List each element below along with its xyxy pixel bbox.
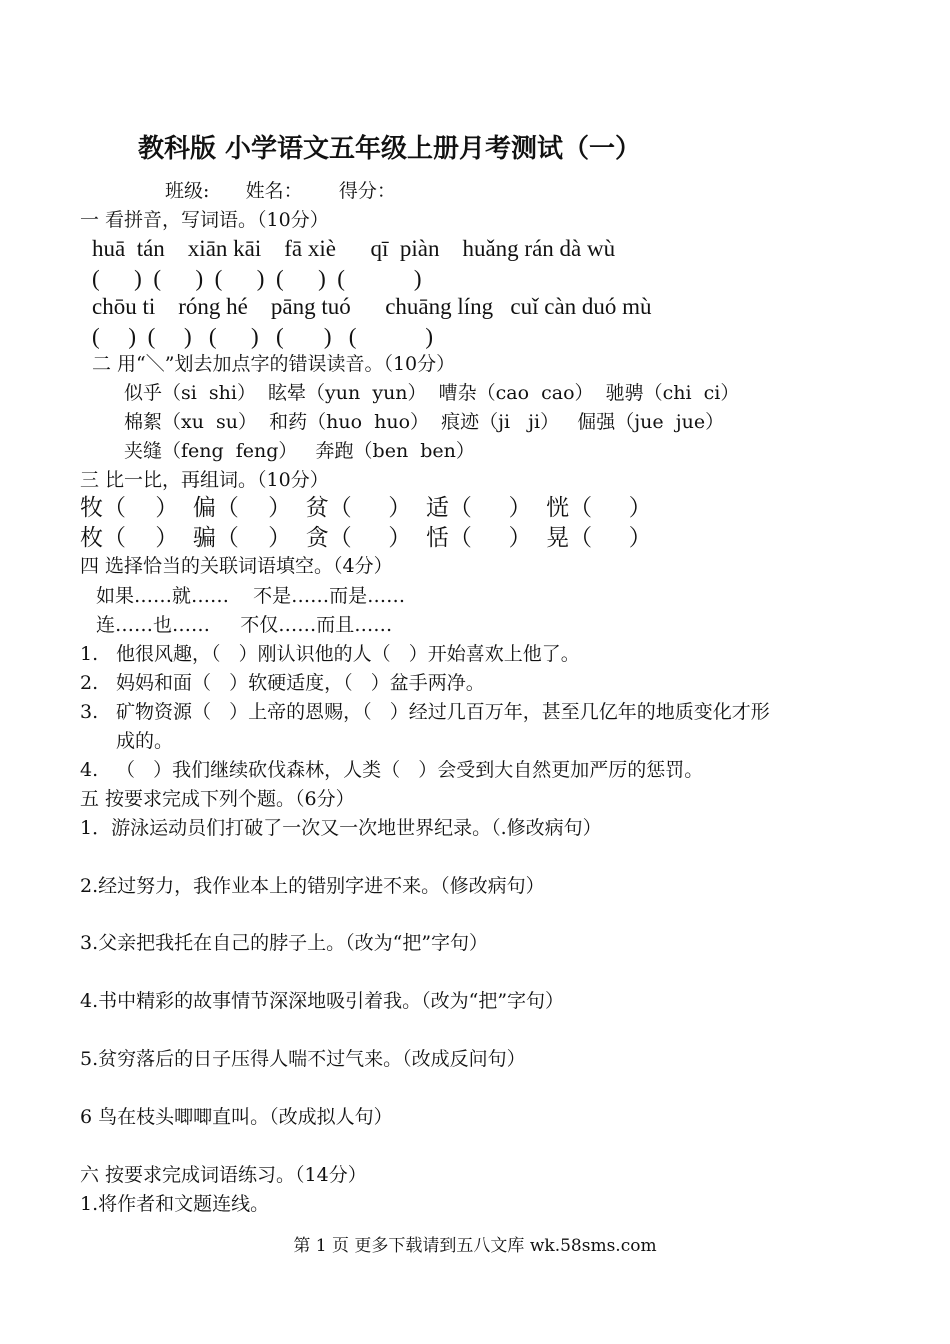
question-4-2 bbox=[80, 670, 485, 696]
pronunciation-row-3: 夹缝（feng feng） 奔跑（ben ben） bbox=[124, 440, 475, 462]
question-number: 2. bbox=[80, 672, 99, 694]
compare-row-1: 牧（ ） 偏（ ） 贫（ ） 适（ ） 恍（ ） bbox=[80, 495, 652, 521]
section-1-heading: 一 看拼音，写词语。（10分） bbox=[80, 209, 329, 231]
question-5-4: 4.书中精彩的故事情节深深地吸引着我。（改为“把”字句） bbox=[80, 990, 565, 1012]
question-6-1: 1.将作者和文题连线。 bbox=[80, 1193, 270, 1215]
answer-blanks-row-1: ( ) ( ) ( ) ( ) ( ) bbox=[92, 266, 422, 291]
question-number: 1. bbox=[80, 643, 99, 665]
pinyin-row-2: chōu ti róng hé pāng tuó chuāng líng cuǐ càn duó mù bbox=[92, 294, 652, 319]
student-info-header: 班级: 姓名： 得分： bbox=[165, 180, 396, 202]
section-6-heading: 六 按要求完成词语练习。（14分） bbox=[80, 1164, 367, 1186]
question-number: 4. bbox=[80, 759, 99, 781]
question-4-4 bbox=[80, 757, 703, 783]
compare-row-2: 枚（ ） 骗（ ） 贪（ ） 恬（ ） 晃（ ） bbox=[80, 525, 652, 551]
question-5-3: 3.父亲把我托在自己的脖子上。（改为“把”字句） bbox=[80, 932, 489, 954]
page-title: 教科版 小学语文五年级上册月考测试（一） bbox=[138, 134, 642, 164]
section-3-heading: 三 比一比，再组词。（10分） bbox=[80, 469, 329, 491]
question-text: 他很风趣，（ ）刚认识他的人（ ）开始喜欢上他了。 bbox=[116, 643, 580, 665]
question-4-1 bbox=[80, 641, 580, 667]
page-footer: 第 1 页 更多下载请到五八文库 wk.58sms.com bbox=[293, 1236, 657, 1256]
question-5-6: 6 鸟在枝头唧唧直叫。（改成拟人句） bbox=[80, 1106, 393, 1128]
question-4-3 bbox=[80, 699, 770, 725]
pinyin-row-1: huā tán xiān kāi fā xiè qī piàn huǎng rán dà wù bbox=[92, 236, 616, 261]
question-5-1: 1．游泳运动员们打破了一次又一次地世界纪录。（.修改病句） bbox=[80, 817, 602, 839]
section-2-heading: 二 用“＼”划去加点字的错误读音。（10分） bbox=[92, 353, 456, 375]
section-5-heading: 五 按要求完成下列个题。（6分） bbox=[80, 788, 355, 810]
pronunciation-row-2: 棉絮（xu su） 和药（huo huo） 痕迹（ji ji） 倔强（jue jue） bbox=[124, 411, 725, 433]
question-number: 3. bbox=[80, 701, 99, 723]
conjunction-options-2: 连……也…… 不仅……而且…… bbox=[96, 614, 393, 636]
question-4-3-continuation: 成的。 bbox=[116, 730, 174, 752]
conjunction-options-1: 如果……就…… 不是……而是…… bbox=[96, 585, 406, 607]
question-text: （ ）我们继续砍伐森林，人类（ ）会受到大自然更加严厉的惩罚。 bbox=[116, 759, 704, 781]
question-5-2: 2.经过努力，我作业本上的错别字进不来。（修改病句） bbox=[80, 875, 545, 897]
pronunciation-row-1: 似乎（si shi） 眩晕（yun yun） 嘈杂（cao cao） 驰骋（chi ci） bbox=[124, 382, 740, 404]
answer-blanks-row-2: ( ) ( ) ( ) ( ) ( ) bbox=[92, 324, 434, 349]
question-5-5: 5.贫穷落后的日子压得人喘不过气来。（改成反问句） bbox=[80, 1048, 526, 1070]
question-text: 妈妈和面（ ）软硬适度，（ ）盆手两净。 bbox=[116, 672, 485, 694]
question-text: 矿物资源（ ）上帝的恩赐，（ ）经过几百万年，甚至几亿年的地质变化才形 bbox=[116, 701, 770, 723]
section-4-heading: 四 选择恰当的关联词语填空。（4分） bbox=[80, 555, 393, 577]
